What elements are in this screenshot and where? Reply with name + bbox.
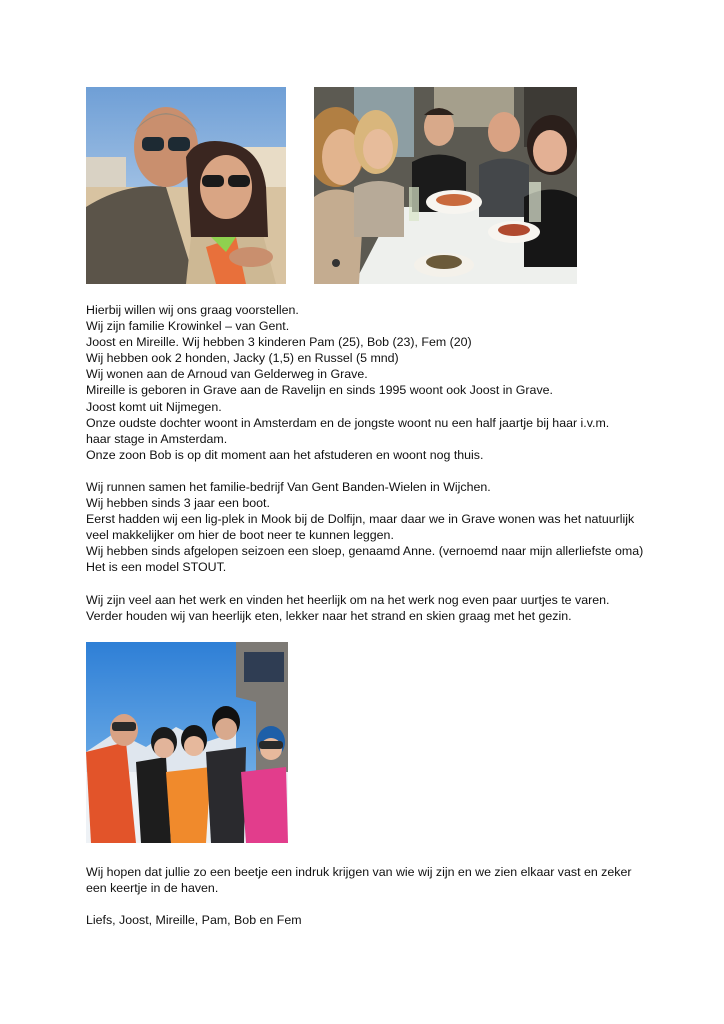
couple-beach-photo [86,87,286,284]
text-line: Wij zijn veel aan het werk en vinden het heerlijk om na het werk nog even paar uurtjes te varen. [86,592,610,607]
text-line: Wij hopen dat jullie zo een beetje een indruk krijgen van wie wij zijn en we zien elkaar vast en zeker [86,865,632,879]
text-line: Wij hebben sinds afgelopen seizoen een sloep, genaamd Anne. (vernoemd naar mijn allerliefste oma) [86,544,644,559]
text-line: Wij zijn familie Krowinkel – van Gent. [86,319,290,334]
intro-paragraph [86,302,686,624]
text-line: Joost en Mireille. Wij hebben 3 kinderen Pam (25), Bob (23), Fem (20) [86,335,472,350]
closing-paragraph [86,864,686,928]
text-line: een keertje in de haven. [86,881,219,896]
family-ski-photo [86,642,288,843]
text-line: Joost komt uit Nijmegen. [86,399,222,414]
text-line: Wij runnen samen het familie-bedrijf Van Gent Banden-Wielen in Wijchen. [86,479,491,494]
text-line: Onze zoon Bob is op dit moment aan het afstuderen en woont nog thuis. [86,447,484,462]
text-line: Wij hebben sinds 3 jaar een boot. [86,496,270,511]
text-line: Eerst hadden wij een lig-plek in Mook bij de Dolfijn, maar daar we in Grave wonen was het natuurlijk [86,512,635,527]
family-dinner-photo [314,87,577,284]
text-line: Wij wonen aan de Arnoud van Gelderweg in Grave. [86,367,368,382]
text-line: Wij hebben ook 2 honden, Jacky (1,5) en Russel (5 mnd) [86,351,399,366]
signature: Liefs, Joost, Mireille, Pam, Bob en Fem [86,913,302,928]
text-line: Mireille is geboren in Grave aan de Ravelijn en sinds 1995 woont ook Joost in Grave. [86,383,553,398]
text-line: Het is een model STOUT. [86,560,227,575]
text-line: haar stage in Amsterdam. [86,431,228,446]
text-line: Verder houden wij van heerlijk eten, lekker naar het strand en skien graag met het gezin. [86,608,572,623]
text-line: Hierbij willen wij ons graag voorstellen. [86,303,299,317]
text-line: veel makkelijker om hier de boot neer te kunnen leggen. [86,528,394,543]
text-line: Onze oudste dochter woont in Amsterdam en de jongste woont nu een half jaartje bij haar i.v.m. [86,415,610,430]
